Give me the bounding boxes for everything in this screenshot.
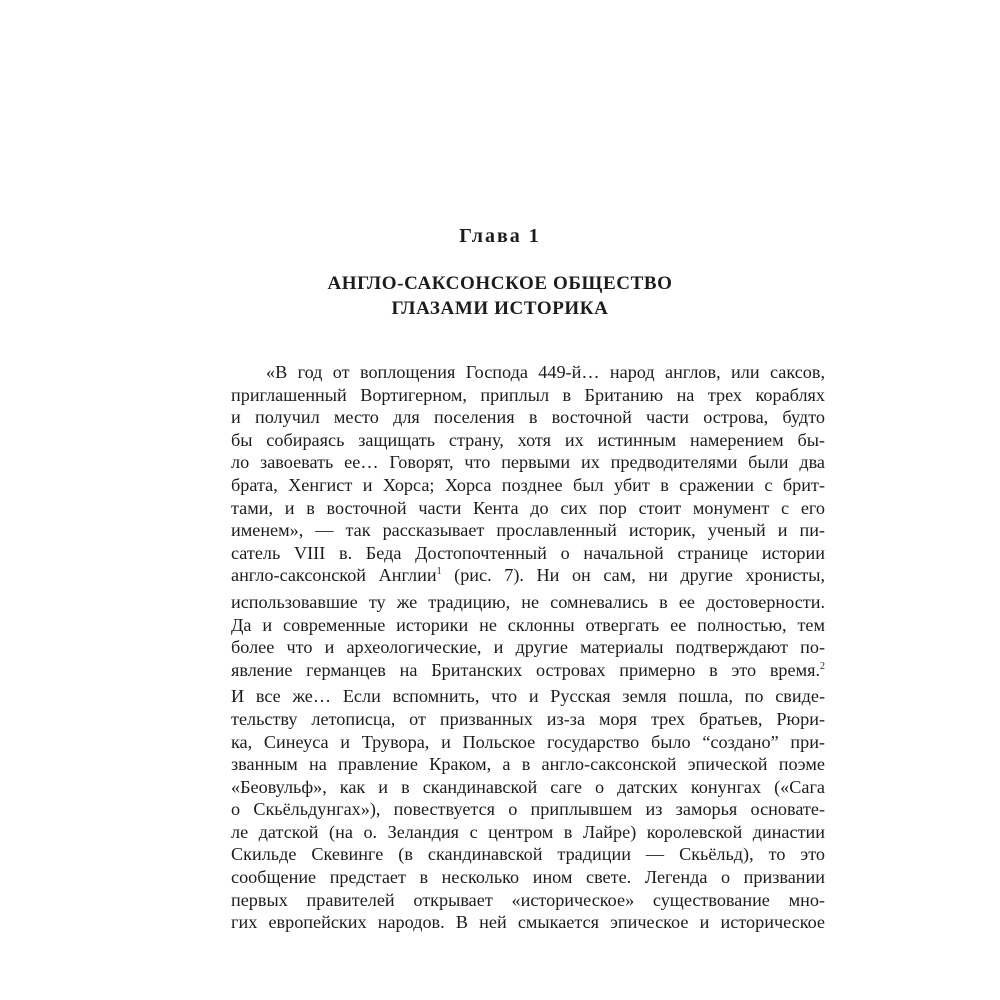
chapter-title-line-2: ГЛАЗАМИ ИСТОРИКА — [391, 298, 609, 319]
text-line: бы собираясь защищать страну, хотя их истинным намерением бы- — [231, 429, 825, 450]
text-line: тельству летописца, от призванных из-за моря трех братьев, Рюри- — [231, 708, 825, 729]
text-line: гих европейских народов. В ней смыкается эпическое и историческое — [231, 912, 825, 933]
text-line: «В год от воплощения Господа 449-й… народ англов, или саксов, — [266, 362, 825, 382]
text-line-with-footnote — [231, 564, 825, 591]
chapter-label: Глава 1 — [459, 225, 541, 247]
footnote-marker-1[interactable]: 1 — [436, 566, 442, 578]
text-line: Да и современные историки не склонны отвергать ее полностью, тем — [231, 614, 825, 635]
text-line: использовавшие ту же традицию, не сомневались в ее достоверности. — [231, 591, 825, 612]
text-line: Скильде Скевинге (в скандинавской традиции — Скьёльд), то это — [231, 844, 825, 865]
text-line: тами, и в восточной части Кента до сих пор стоит монумент с его — [231, 497, 825, 518]
chapter-title-line-1: АНГЛО-САКСОНСКОЕ ОБЩЕСТВО — [327, 273, 673, 294]
text-line: приглашенный Вортигерном, приплыл в Британию на трех кораблях — [231, 384, 825, 405]
text-fragment: явление германцев на Британских островах примерно в это время. — [231, 659, 820, 680]
text-line: ло завоевать ее… Говорят, что первыми их предводителями были два — [231, 452, 825, 473]
text-line: ле датской (на о. Зеландия с центром в Лайре) королевской династии — [231, 821, 825, 842]
chapter-title — [0, 271, 1000, 321]
text-line: более что и археологические, и другие материалы подтверждают по- — [231, 637, 825, 658]
body-paragraph — [231, 361, 825, 934]
text-line: сообщение предстает в несколько ином свете. Легенда о призвании — [231, 867, 825, 888]
footnote-marker-2[interactable]: 2 — [820, 660, 825, 672]
text-fragment: англо-саксонской Англии — [231, 565, 437, 586]
text-line: именем», — так рассказывает прославленный историк, ученый и пи- — [231, 520, 825, 541]
text-line: о Скьёльдунгах»), повествуется о приплывшем из заморья основате- — [231, 799, 825, 820]
text-line: званным на правление Краком, а в англо-саксонской эпической поэме — [231, 754, 825, 775]
text-line: «Беовульф», как и в скандинавской саге о датских конунгах («Сага — [231, 776, 825, 797]
text-line: и получил место для поселения в восточной части острова, будто — [231, 407, 825, 428]
text-line: брата, Хенгист и Хорса; Хорса позднее был убит в сражении с брит- — [231, 474, 825, 495]
text-line: первых правителей открывает «историческое» существование мно- — [231, 889, 825, 910]
text-line: сатель VIII в. Беда Достопочтенный о начальной странице истории — [231, 542, 825, 563]
text-line-with-footnote — [231, 659, 825, 686]
text-line: И все же… Если вспомнить, что и Русская земля пошла, по свиде- — [231, 686, 825, 707]
text-line: ка, Синеуса и Трувора, и Польское государство было “создано” при- — [231, 731, 825, 752]
text-fragment: (рис. 7). Ни он сам, ни другие хронисты, — [441, 565, 825, 586]
